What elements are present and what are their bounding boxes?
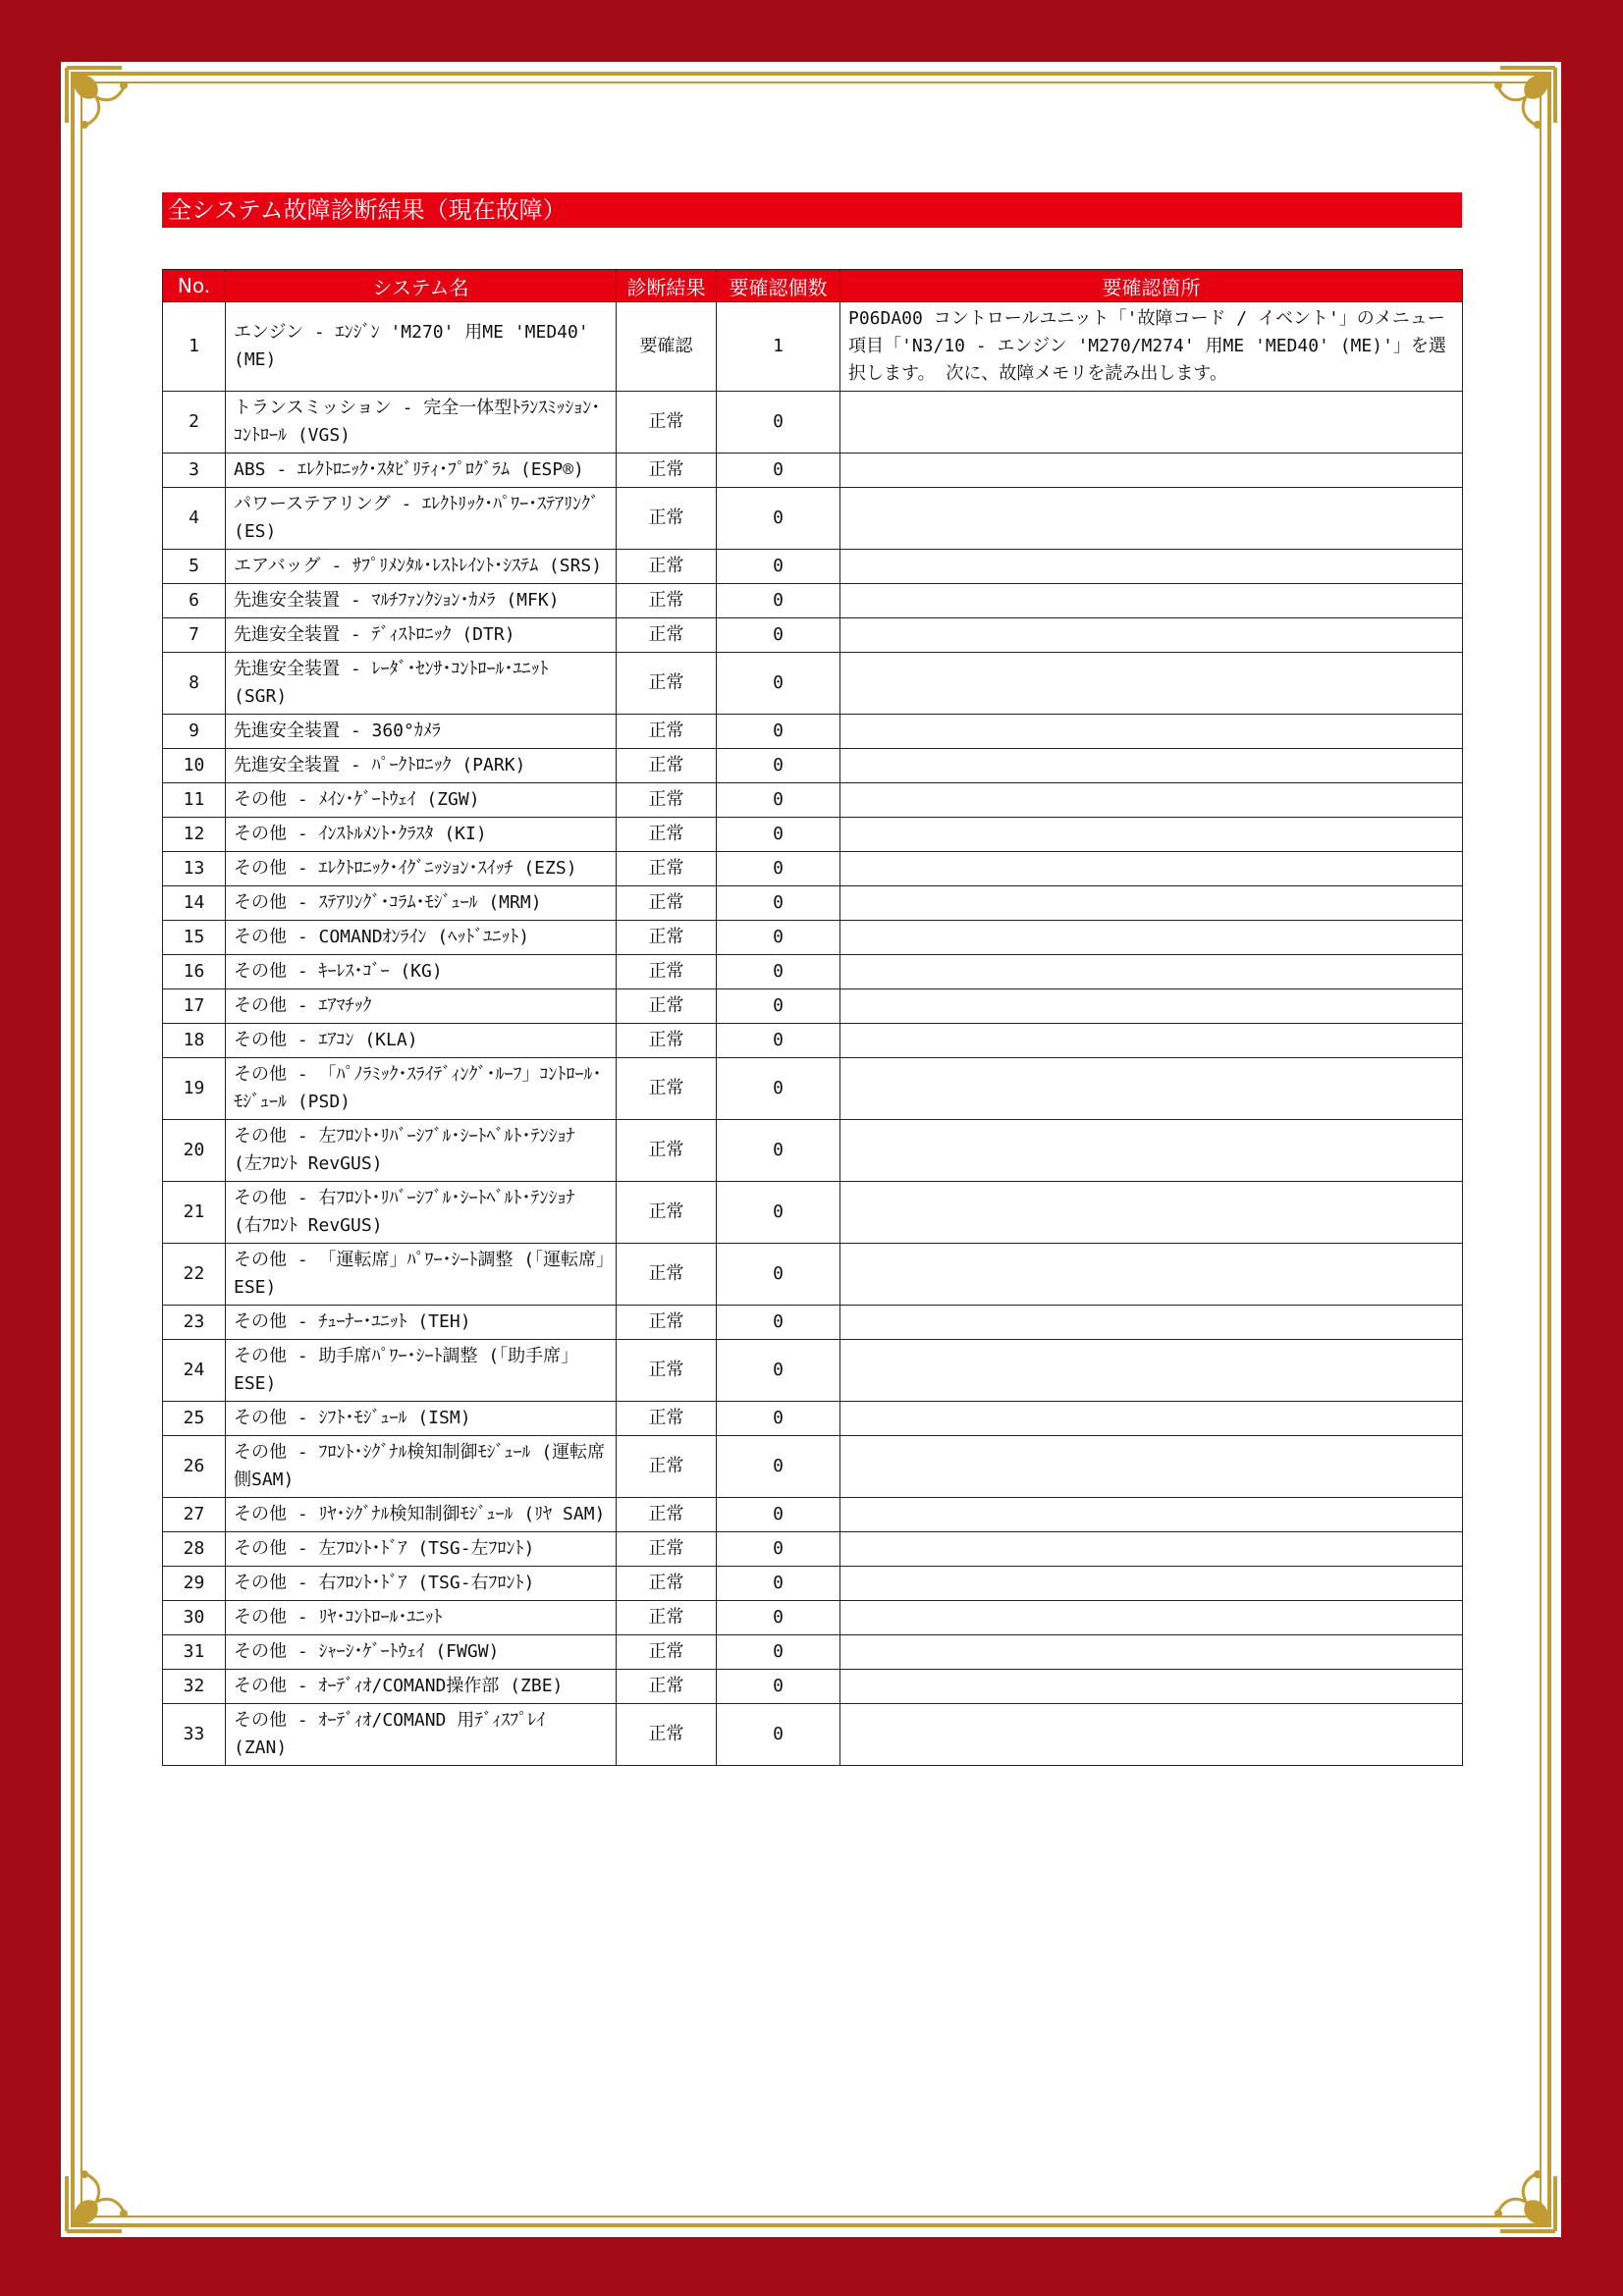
system-name: その他 - ｷｰﾚｽ･ｺﾞｰ (KG) xyxy=(226,955,617,989)
row-number: 11 xyxy=(163,783,226,818)
system-name: その他 - ｲﾝｽﾄﾙﾒﾝﾄ･ｸﾗｽﾀ (KI) xyxy=(226,818,617,852)
diagnosis-result: 要確認 xyxy=(617,302,717,392)
check-detail xyxy=(840,783,1463,818)
diagnosis-result: 正常 xyxy=(617,1670,717,1704)
row-number: 24 xyxy=(163,1340,226,1402)
table-row xyxy=(163,1498,1463,1532)
header-no: No. xyxy=(163,270,226,302)
system-name: その他 - ﾌﾛﾝﾄ･ｼｸﾞﾅﾙ検知制御ﾓｼﾞｭｰﾙ (運転席側SAM) xyxy=(226,1436,617,1498)
table-row xyxy=(163,653,1463,715)
system-name: ABS - ｴﾚｸﾄﾛﾆｯｸ･ｽﾀﾋﾞﾘﾃｨ･ﾌﾟﾛｸﾞﾗﾑ (ESP®) xyxy=(226,454,617,488)
table-row xyxy=(163,749,1463,783)
row-number: 28 xyxy=(163,1532,226,1567)
check-detail xyxy=(840,921,1463,955)
check-count: 0 xyxy=(717,1498,840,1532)
diagnosis-result: 正常 xyxy=(617,1244,717,1306)
table-row xyxy=(163,1306,1463,1340)
diagnosis-result: 正常 xyxy=(617,715,717,749)
row-number: 13 xyxy=(163,852,226,886)
diagnosis-result: 正常 xyxy=(617,1704,717,1766)
row-number: 2 xyxy=(163,392,226,454)
check-detail xyxy=(840,1704,1463,1766)
check-detail xyxy=(840,1182,1463,1244)
system-name: その他 - ﾘﾔ･ｺﾝﾄﾛｰﾙ･ﾕﾆｯﾄ xyxy=(226,1601,617,1635)
row-number: 25 xyxy=(163,1402,226,1436)
check-count: 0 xyxy=(717,989,840,1024)
diagnosis-result: 正常 xyxy=(617,749,717,783)
table-row xyxy=(163,1340,1463,1402)
system-name: その他 - ﾒｲﾝ･ｹﾞｰﾄｳｪｲ (ZGW) xyxy=(226,783,617,818)
diagnosis-result: 正常 xyxy=(617,454,717,488)
check-count: 0 xyxy=(717,1058,840,1120)
row-number: 14 xyxy=(163,886,226,921)
check-count: 0 xyxy=(717,488,840,550)
table-row xyxy=(163,454,1463,488)
row-number: 20 xyxy=(163,1120,226,1182)
diagnosis-result: 正常 xyxy=(617,584,717,618)
check-count: 0 xyxy=(717,1635,840,1670)
system-name: エンジン - ｴﾝｼﾞﾝ 'M270' 用ME 'MED40' (ME) xyxy=(226,302,617,392)
check-count: 0 xyxy=(717,1670,840,1704)
system-name: その他 - 右ﾌﾛﾝﾄ･ﾘﾊﾞｰｼﾌﾞﾙ･ｼｰﾄﾍﾞﾙﾄ･ﾃﾝｼｮﾅ (右ﾌﾛﾝﾄ RevGUS) xyxy=(226,1182,617,1244)
system-name: 先進安全装置 - ﾃﾞｨｽﾄﾛﾆｯｸ (DTR) xyxy=(226,618,617,653)
row-number: 31 xyxy=(163,1635,226,1670)
check-count: 0 xyxy=(717,618,840,653)
diagnosis-result: 正常 xyxy=(617,955,717,989)
system-name: その他 - 左ﾌﾛﾝﾄ･ﾘﾊﾞｰｼﾌﾞﾙ･ｼｰﾄﾍﾞﾙﾄ･ﾃﾝｼｮﾅ (左ﾌﾛﾝﾄ RevGUS) xyxy=(226,1120,617,1182)
check-count: 0 xyxy=(717,783,840,818)
row-number: 17 xyxy=(163,989,226,1024)
system-name: 先進安全装置 - ﾚｰﾀﾞ･ｾﾝｻ･ｺﾝﾄﾛｰﾙ･ﾕﾆｯﾄ (SGR) xyxy=(226,653,617,715)
row-number: 10 xyxy=(163,749,226,783)
table-row xyxy=(163,1635,1463,1670)
table-row xyxy=(163,1120,1463,1182)
diagnosis-result: 正常 xyxy=(617,618,717,653)
row-number: 23 xyxy=(163,1306,226,1340)
table-row xyxy=(163,1670,1463,1704)
row-number: 22 xyxy=(163,1244,226,1306)
diagnosis-result: 正常 xyxy=(617,550,717,584)
check-detail xyxy=(840,886,1463,921)
diagnosis-table xyxy=(162,269,1463,1766)
check-detail xyxy=(840,454,1463,488)
system-name: その他 - ｽﾃｱﾘﾝｸﾞ･ｺﾗﾑ･ﾓｼﾞｭｰﾙ (MRM) xyxy=(226,886,617,921)
diagnosis-result: 正常 xyxy=(617,1340,717,1402)
check-count: 0 xyxy=(717,955,840,989)
check-detail xyxy=(840,1670,1463,1704)
system-name: 先進安全装置 - ﾊﾟｰｸﾄﾛﾆｯｸ (PARK) xyxy=(226,749,617,783)
system-name: その他 - ｼﾌﾄ･ﾓｼﾞｭｰﾙ (ISM) xyxy=(226,1402,617,1436)
row-number: 16 xyxy=(163,955,226,989)
row-number: 5 xyxy=(163,550,226,584)
table-row xyxy=(163,852,1463,886)
check-count: 0 xyxy=(717,1120,840,1182)
system-name: その他 - ｴｱﾏﾁｯｸ xyxy=(226,989,617,1024)
diagnosis-result: 正常 xyxy=(617,1601,717,1635)
row-number: 12 xyxy=(163,818,226,852)
check-detail xyxy=(840,818,1463,852)
table-row xyxy=(163,955,1463,989)
table-row xyxy=(163,1182,1463,1244)
check-detail xyxy=(840,955,1463,989)
system-name: その他 - COMANDｵﾝﾗｲﾝ (ﾍｯﾄﾞﾕﾆｯﾄ) xyxy=(226,921,617,955)
table-row xyxy=(163,1567,1463,1601)
diagnosis-result: 正常 xyxy=(617,1306,717,1340)
check-count: 0 xyxy=(717,1402,840,1436)
table-row xyxy=(163,715,1463,749)
corner-ornament-icon xyxy=(1488,64,1559,134)
row-number: 29 xyxy=(163,1567,226,1601)
diagnosis-result: 正常 xyxy=(617,886,717,921)
check-detail xyxy=(840,749,1463,783)
diagnosis-result: 正常 xyxy=(617,1024,717,1058)
system-name: その他 - ｴｱｺﾝ (KLA) xyxy=(226,1024,617,1058)
diagnosis-result: 正常 xyxy=(617,653,717,715)
check-detail xyxy=(840,550,1463,584)
system-name: その他 - ﾘﾔ･ｼｸﾞﾅﾙ検知制御ﾓｼﾞｭｰﾙ (ﾘﾔ SAM) xyxy=(226,1498,617,1532)
row-number: 4 xyxy=(163,488,226,550)
table-row xyxy=(163,1601,1463,1635)
system-name: その他 - ｵｰﾃﾞｨｵ/COMAND操作部 (ZBE) xyxy=(226,1670,617,1704)
system-name: その他 - 左ﾌﾛﾝﾄ･ﾄﾞｱ (TSG-左ﾌﾛﾝﾄ) xyxy=(226,1532,617,1567)
diagnosis-result: 正常 xyxy=(617,1058,717,1120)
check-detail xyxy=(840,1058,1463,1120)
row-number: 27 xyxy=(163,1498,226,1532)
check-detail xyxy=(840,1244,1463,1306)
row-number: 21 xyxy=(163,1182,226,1244)
check-count: 0 xyxy=(717,550,840,584)
table-row xyxy=(163,783,1463,818)
check-count: 0 xyxy=(717,749,840,783)
corner-ornament-icon xyxy=(1488,2164,1559,2235)
system-name: パワーステアリング - ｴﾚｸﾄﾘｯｸ･ﾊﾟﾜｰ･ｽﾃｱﾘﾝｸﾞ (ES) xyxy=(226,488,617,550)
check-detail xyxy=(840,1532,1463,1567)
system-name: その他 - 「運転席」ﾊﾟﾜｰ･ｼｰﾄ調整 (「運転席」ESE) xyxy=(226,1244,617,1306)
row-number: 32 xyxy=(163,1670,226,1704)
header-system: システム名 xyxy=(226,270,617,302)
check-count: 0 xyxy=(717,1704,840,1766)
table-header-row xyxy=(163,270,1463,302)
diagnosis-result: 正常 xyxy=(617,488,717,550)
check-detail xyxy=(840,1340,1463,1402)
diagnosis-result: 正常 xyxy=(617,852,717,886)
row-number: 26 xyxy=(163,1436,226,1498)
table-row xyxy=(163,818,1463,852)
diagnosis-result: 正常 xyxy=(617,392,717,454)
check-detail xyxy=(840,1306,1463,1340)
check-detail xyxy=(840,1402,1463,1436)
check-detail xyxy=(840,653,1463,715)
diagnosis-result: 正常 xyxy=(617,1532,717,1567)
row-number: 19 xyxy=(163,1058,226,1120)
check-detail xyxy=(840,1601,1463,1635)
corner-ornament-icon xyxy=(63,64,134,134)
check-detail xyxy=(840,1498,1463,1532)
check-detail: P06DA00 コントロールユニット「'故障コード / イベント'」のメニュー項目「'N3/10 - エンジン 'M270/M274' 用ME 'MED40' (ME)'」を選択します。 次に、故障メモリを読み出します。 xyxy=(840,302,1463,392)
table-row xyxy=(163,302,1463,392)
check-detail xyxy=(840,618,1463,653)
check-count: 0 xyxy=(717,454,840,488)
diagnosis-result: 正常 xyxy=(617,1635,717,1670)
diagnosis-result: 正常 xyxy=(617,921,717,955)
table-row xyxy=(163,1402,1463,1436)
check-count: 0 xyxy=(717,715,840,749)
row-number: 33 xyxy=(163,1704,226,1766)
table-row xyxy=(163,921,1463,955)
check-count: 0 xyxy=(717,1532,840,1567)
row-number: 7 xyxy=(163,618,226,653)
check-count: 0 xyxy=(717,1244,840,1306)
check-count: 0 xyxy=(717,1182,840,1244)
system-name: その他 - 「ﾊﾟﾉﾗﾐｯｸ･ｽﾗｲﾃﾞｨﾝｸﾞ･ﾙｰﾌ」ｺﾝﾄﾛｰﾙ･ﾓｼﾞｭｰﾙ (PSD) xyxy=(226,1058,617,1120)
system-name: その他 - ﾁｭｰﾅｰ･ﾕﾆｯﾄ (TEH) xyxy=(226,1306,617,1340)
check-detail xyxy=(840,715,1463,749)
system-name: その他 - ｵｰﾃﾞｨｵ/COMAND 用ﾃﾞｨｽﾌﾟﾚｲ (ZAN) xyxy=(226,1704,617,1766)
table-row xyxy=(163,886,1463,921)
row-number: 1 xyxy=(163,302,226,392)
check-count: 0 xyxy=(717,584,840,618)
check-detail xyxy=(840,989,1463,1024)
check-count: 0 xyxy=(717,1601,840,1635)
system-name: 先進安全装置 - ﾏﾙﾁﾌｧﾝｸｼｮﾝ･ｶﾒﾗ (MFK) xyxy=(226,584,617,618)
table-row xyxy=(163,1058,1463,1120)
check-count: 0 xyxy=(717,653,840,715)
system-name: その他 - ｴﾚｸﾄﾛﾆｯｸ･ｲｸﾞﾆｯｼｮﾝ･ｽｲｯﾁ (EZS) xyxy=(226,852,617,886)
system-name: 先進安全装置 - 360°ｶﾒﾗ xyxy=(226,715,617,749)
table-row xyxy=(163,618,1463,653)
check-detail xyxy=(840,1120,1463,1182)
header-count: 要確認個数 xyxy=(717,270,840,302)
system-name: その他 - ｼｬｰｼ･ｹﾞｰﾄｳｪｲ (FWGW) xyxy=(226,1635,617,1670)
table-row xyxy=(163,550,1463,584)
row-number: 3 xyxy=(163,454,226,488)
check-count: 0 xyxy=(717,392,840,454)
check-detail xyxy=(840,392,1463,454)
check-detail xyxy=(840,1635,1463,1670)
row-number: 8 xyxy=(163,653,226,715)
check-detail xyxy=(840,584,1463,618)
check-count: 0 xyxy=(717,818,840,852)
table-row xyxy=(163,1436,1463,1498)
table-row xyxy=(163,1024,1463,1058)
diagnosis-result: 正常 xyxy=(617,1436,717,1498)
table-row xyxy=(163,1704,1463,1766)
check-detail xyxy=(840,1436,1463,1498)
table-row xyxy=(163,989,1463,1024)
report-page xyxy=(61,62,1561,2237)
table-row xyxy=(163,1244,1463,1306)
diagnosis-result: 正常 xyxy=(617,1567,717,1601)
diagnosis-result: 正常 xyxy=(617,1182,717,1244)
table-row xyxy=(163,584,1463,618)
diagnosis-result: 正常 xyxy=(617,989,717,1024)
diagnosis-result: 正常 xyxy=(617,1402,717,1436)
diagnosis-result: 正常 xyxy=(617,818,717,852)
corner-ornament-icon xyxy=(63,2164,134,2235)
header-detail: 要確認箇所 xyxy=(840,270,1463,302)
system-name: トランスミッション - 完全一体型ﾄﾗﾝｽﾐｯｼｮﾝ･ｺﾝﾄﾛｰﾙ (VGS) xyxy=(226,392,617,454)
diagnosis-result: 正常 xyxy=(617,1498,717,1532)
row-number: 18 xyxy=(163,1024,226,1058)
diagnosis-result: 正常 xyxy=(617,783,717,818)
check-count: 0 xyxy=(717,1340,840,1402)
system-name: エアバッグ - ｻﾌﾟﾘﾒﾝﾀﾙ･ﾚｽﾄﾚｲﾝﾄ･ｼｽﾃﾑ (SRS) xyxy=(226,550,617,584)
row-number: 6 xyxy=(163,584,226,618)
system-name: その他 - 右ﾌﾛﾝﾄ･ﾄﾞｱ (TSG-右ﾌﾛﾝﾄ) xyxy=(226,1567,617,1601)
row-number: 9 xyxy=(163,715,226,749)
check-count: 0 xyxy=(717,852,840,886)
check-count: 0 xyxy=(717,1436,840,1498)
report-title: 全システム故障診断結果（現在故障） xyxy=(162,192,1462,228)
check-detail xyxy=(840,852,1463,886)
table-row xyxy=(163,1532,1463,1567)
check-count: 0 xyxy=(717,1024,840,1058)
check-count: 0 xyxy=(717,886,840,921)
check-detail xyxy=(840,1024,1463,1058)
check-count: 0 xyxy=(717,1567,840,1601)
diagnosis-result: 正常 xyxy=(617,1120,717,1182)
check-count: 0 xyxy=(717,921,840,955)
check-detail xyxy=(840,488,1463,550)
table-row xyxy=(163,488,1463,550)
table-row xyxy=(163,392,1463,454)
check-count: 0 xyxy=(717,1306,840,1340)
row-number: 30 xyxy=(163,1601,226,1635)
row-number: 15 xyxy=(163,921,226,955)
check-count: 1 xyxy=(717,302,840,392)
check-detail xyxy=(840,1567,1463,1601)
header-result: 診断結果 xyxy=(617,270,717,302)
system-name: その他 - 助手席ﾊﾟﾜｰ･ｼｰﾄ調整 (「助手席」ESE) xyxy=(226,1340,617,1402)
